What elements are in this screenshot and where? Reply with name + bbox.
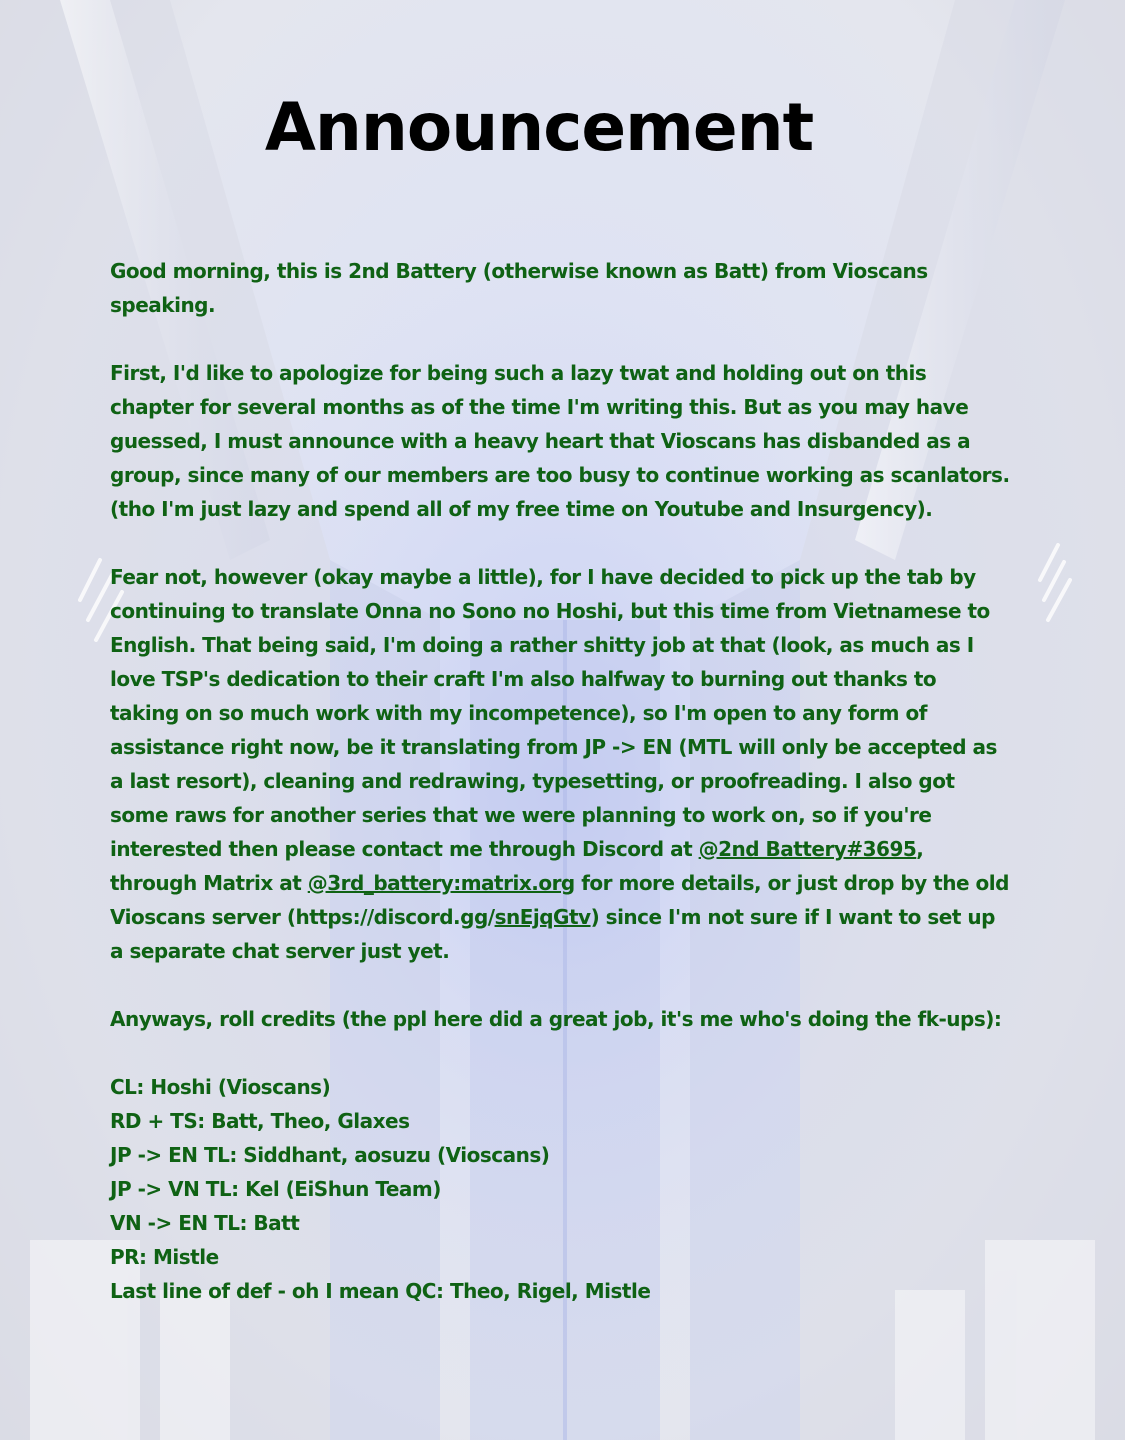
announcement-body: [110, 254, 1010, 1308]
recruitment-text-part4: ) since I'm not sure if I want to set up a separate chat server just yet.: [110, 905, 995, 963]
credits-intro-paragraph: Anyways, roll credits (the ppl here did a great job, it's me who's doing the fk-ups):: [110, 1007, 1002, 1031]
discord-server-link[interactable]: snEjqGtv: [494, 905, 591, 929]
matrix-handle-link[interactable]: @3rd_battery:matrix.org: [307, 871, 575, 895]
apology-paragraph: First, I'd like to apologize for being such a lazy twat and holding out on this chapter for several months as of the time I'm writing this. But as you may have guessed, I must announce with a heavy heart that Vioscans has disbanded as a group, since many of our members are too busy to continue working as scanlators. (tho I'm just lazy and spend all of my free time on Youtube and Insurgency).: [110, 361, 1010, 521]
recruitment-text-part1: Fear not, however (okay maybe a little), for I have decided to pick up the tab by continuing to translate Onna no Sono no Hoshi, but this time from Vietnamese to English. That being said, I'm doing a rather shitty job at that (look, as much as I love TSP's dedication to their craft I'm also halfway to burning out thanks to taking on so much work with my incompetence), so I'm open to any form of assistance right now, be it translating from JP -> EN (MTL will only be accepted as a last resort), cleaning and redrawing, typesetting, or proofreading. I also got some raws for another series that we were planning to work on, so if you're interested then please contact me through Discord at: [110, 565, 997, 861]
credit-line: PR: Mistle: [110, 1245, 219, 1269]
discord-handle-link[interactable]: @2nd Battery#3695: [698, 837, 917, 861]
credits-list: [110, 1070, 1010, 1308]
recruitment-text-part2: , through Matrix at: [110, 837, 924, 895]
page-title: Announcement: [264, 89, 814, 166]
credit-line: RD + TS: Batt, Theo, Glaxes: [110, 1109, 410, 1133]
recruitment-text-part3: for more details, or just drop by the old Vioscans server (https://discord.gg/: [110, 871, 1009, 929]
recruitment-paragraph: [110, 560, 1010, 968]
credit-line: Last line of def - oh I mean QC: Theo, Rigel, Mistle: [110, 1279, 651, 1303]
credit-line: JP -> EN TL: Siddhant, aosuzu (Vioscans): [110, 1143, 550, 1167]
greeting-paragraph: Good morning, this is 2nd Battery (otherwise known as Batt) from Vioscans speaking.: [110, 259, 928, 317]
credit-line: CL: Hoshi (Vioscans): [110, 1075, 331, 1099]
credit-line: VN -> EN TL: Batt: [110, 1211, 300, 1235]
credit-line: JP -> VN TL: Kel (EiShun Team): [110, 1177, 441, 1201]
